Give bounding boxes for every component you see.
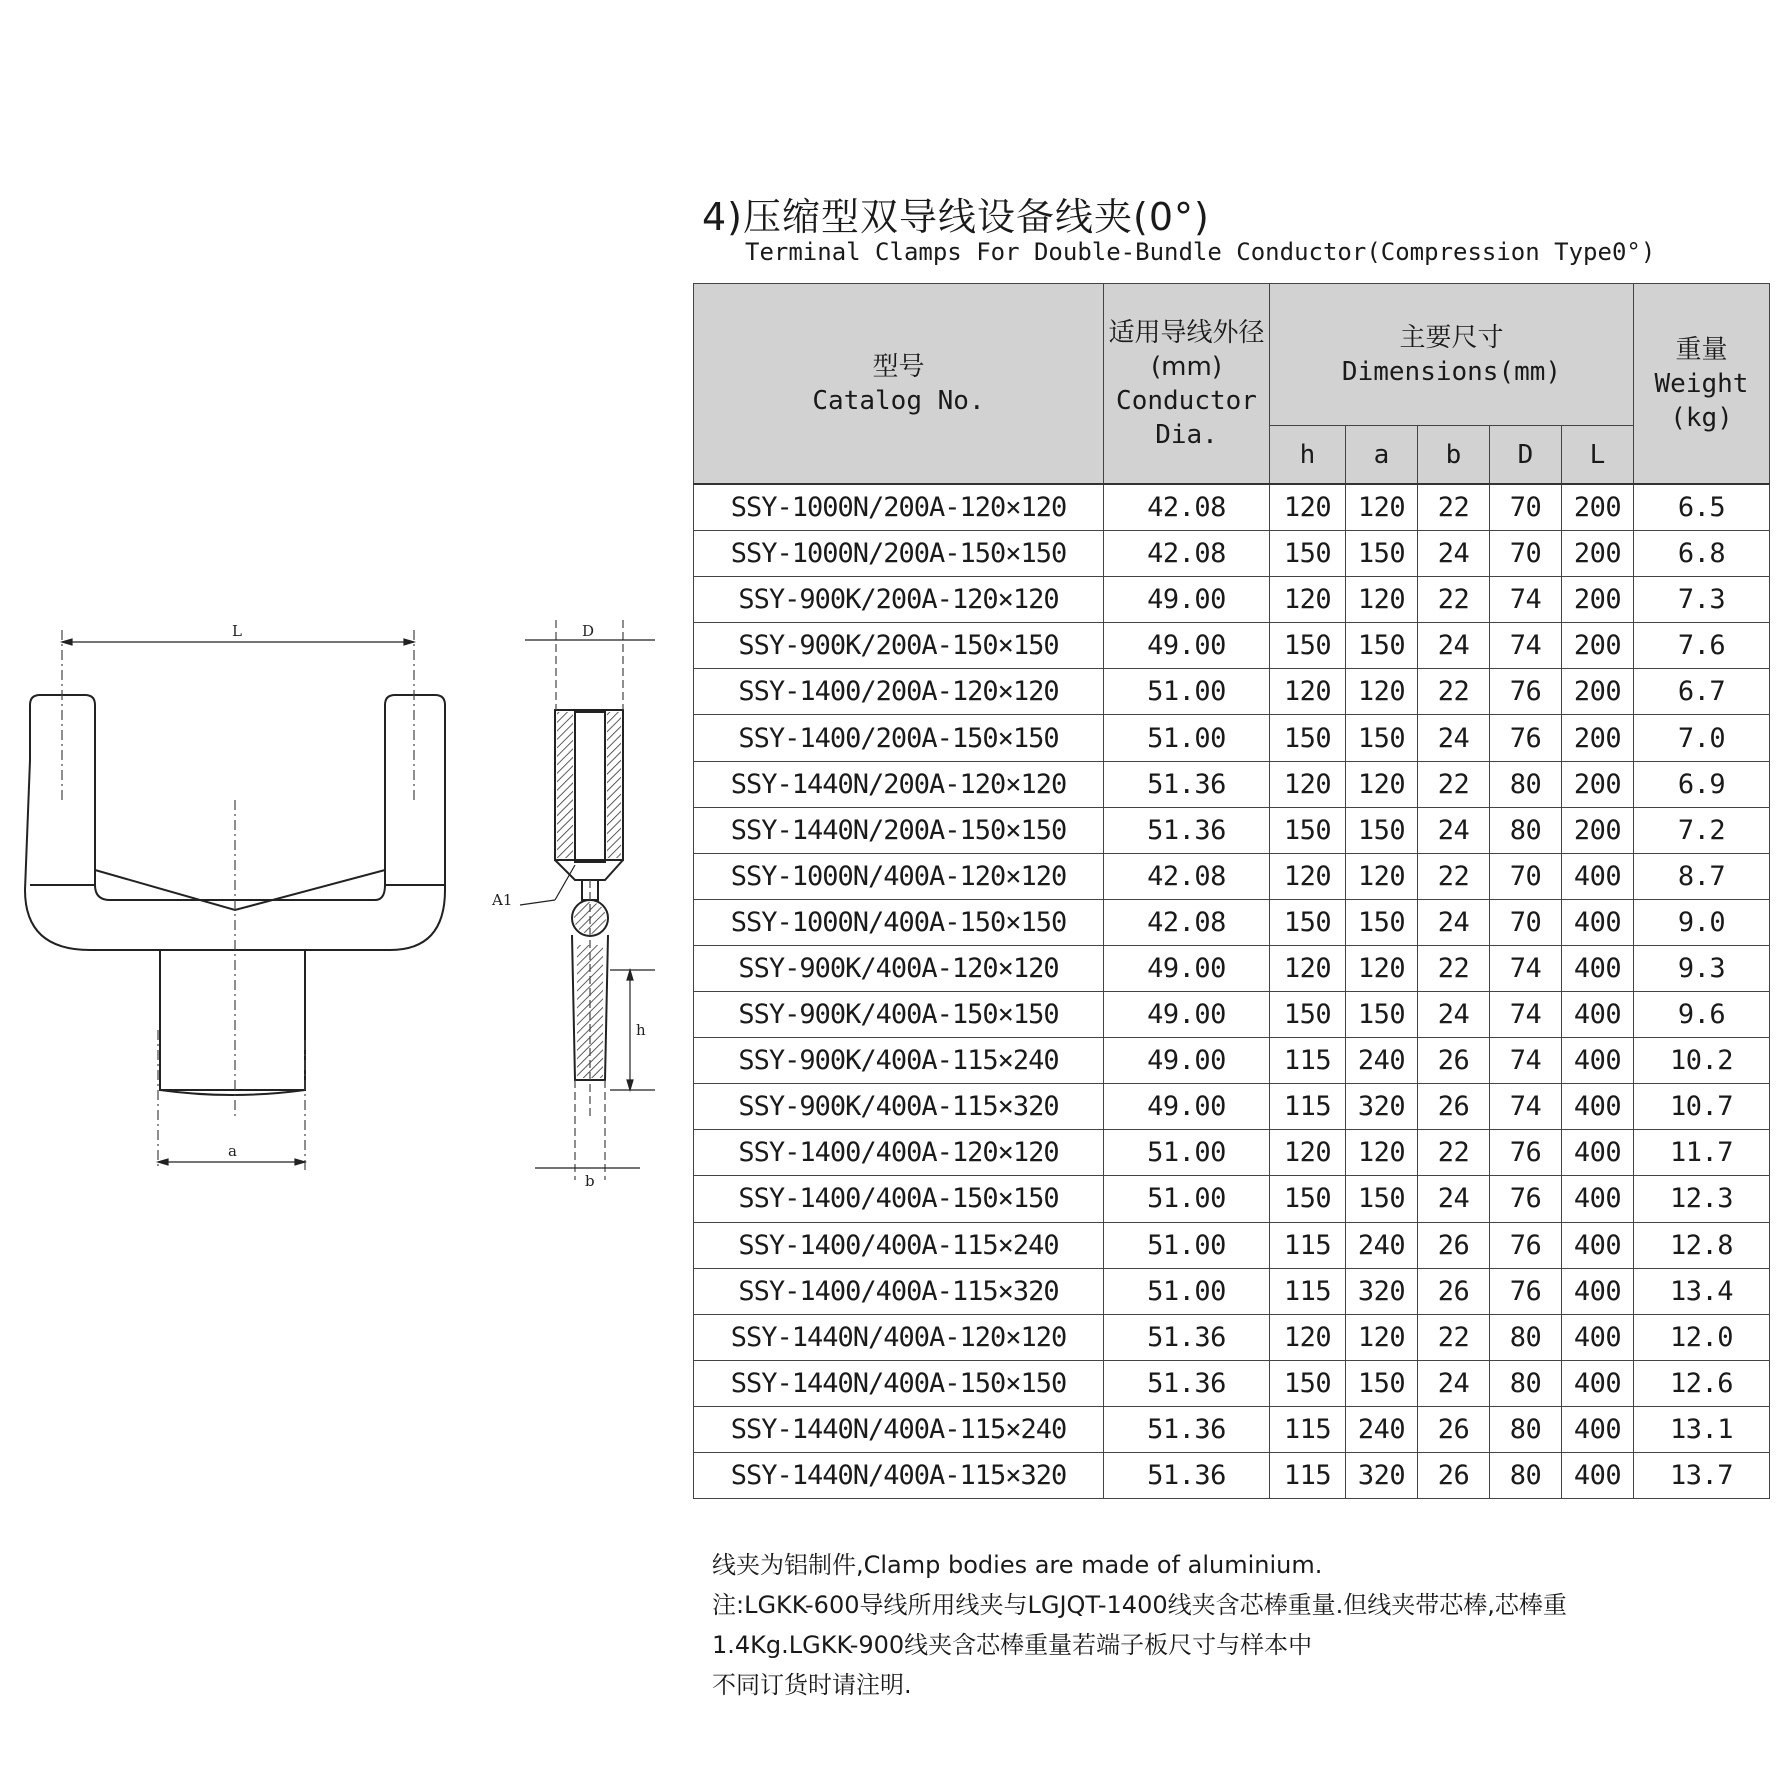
header-dimensions [1270,284,1634,426]
value-cell: 9.6 [1634,992,1770,1038]
catalog-cell: SSY-900K/400A-150×150 [694,992,1104,1038]
value-cell: 400 [1562,1222,1634,1268]
value-cell: 240 [1346,1406,1418,1452]
value-cell: 320 [1346,1084,1418,1130]
value-cell: 22 [1418,484,1490,531]
value-cell: 49.00 [1104,992,1270,1038]
value-cell: 120 [1346,853,1418,899]
value-cell: 115 [1270,1268,1346,1314]
value-cell: 150 [1270,531,1346,577]
value-cell: 80 [1490,1360,1562,1406]
value-cell: 120 [1346,1314,1418,1360]
value-cell: 51.36 [1104,1360,1270,1406]
value-cell: 26 [1418,1038,1490,1084]
value-cell: 24 [1418,1360,1490,1406]
value-cell: 74 [1490,1084,1562,1130]
header-catalog-line: Catalog No. [812,385,985,416]
value-cell: 120 [1346,669,1418,715]
catalog-cell: SSY-1400/400A-150×150 [694,1176,1104,1222]
catalog-cell: SSY-900K/400A-115×320 [694,1084,1104,1130]
value-cell: 400 [1562,899,1634,945]
dim-label-L: L [232,622,242,640]
value-cell: 120 [1346,761,1418,807]
value-cell: 76 [1490,1130,1562,1176]
value-cell: 150 [1346,992,1418,1038]
value-cell: 6.9 [1634,761,1770,807]
value-cell: 49.00 [1104,1084,1270,1130]
value-cell: 51.00 [1104,715,1270,761]
header-dim-4: L [1562,426,1634,485]
value-cell: 76 [1490,715,1562,761]
table-row [694,1314,1770,1360]
table-row [694,715,1770,761]
value-cell: 120 [1270,577,1346,623]
header-dim-3: D [1490,426,1562,485]
value-cell: 200 [1562,484,1634,531]
dim-label-D: D [582,622,595,640]
terminal-pad [160,950,305,1090]
value-cell: 24 [1418,531,1490,577]
table-row [694,1038,1770,1084]
header-conductor [1104,284,1270,485]
value-cell: 240 [1346,1222,1418,1268]
value-cell: 400 [1562,1360,1634,1406]
note-line: 线夹为铝制件,Clamp bodies are made of aluminium. [712,1551,1323,1579]
value-cell: 200 [1562,669,1634,715]
value-cell: 24 [1418,623,1490,669]
value-cell: 150 [1270,992,1346,1038]
value-cell: 13.7 [1634,1452,1770,1498]
header-dimensions-line: 主要尺寸 [1399,322,1504,353]
value-cell: 150 [1270,623,1346,669]
value-cell: 115 [1270,1038,1346,1084]
value-cell: 12.8 [1634,1222,1770,1268]
value-cell: 24 [1418,715,1490,761]
value-cell: 80 [1490,1314,1562,1360]
value-cell: 120 [1270,1130,1346,1176]
value-cell: 120 [1270,853,1346,899]
catalog-cell: SSY-900K/400A-120×120 [694,945,1104,991]
value-cell: 150 [1346,531,1418,577]
value-cell: 51.36 [1104,807,1270,853]
value-cell: 120 [1270,1314,1346,1360]
table-row [694,899,1770,945]
catalog-cell: SSY-1000N/200A-120×120 [694,484,1104,531]
value-cell: 400 [1562,945,1634,991]
value-cell: 115 [1270,1222,1346,1268]
value-cell: 26 [1418,1222,1490,1268]
table-row [694,1268,1770,1314]
value-cell: 120 [1346,577,1418,623]
header-dimensions-line: Dimensions(mm) [1341,356,1562,387]
value-cell: 42.08 [1104,853,1270,899]
catalog-cell: SSY-1400/400A-120×120 [694,1130,1104,1176]
header-dim-1: a [1346,426,1418,485]
value-cell: 120 [1270,761,1346,807]
value-cell: 320 [1346,1452,1418,1498]
header-weight-line: 重量 [1675,334,1728,365]
value-cell: 22 [1418,1130,1490,1176]
value-cell: 150 [1270,1360,1346,1406]
value-cell: 120 [1270,945,1346,991]
value-cell: 76 [1490,1222,1562,1268]
table-row [694,1176,1770,1222]
value-cell: 76 [1490,1268,1562,1314]
value-cell: 76 [1490,669,1562,715]
value-cell: 80 [1490,807,1562,853]
value-cell: 13.4 [1634,1268,1770,1314]
value-cell: 200 [1562,807,1634,853]
catalog-cell: SSY-1440N/200A-150×150 [694,807,1104,853]
value-cell: 200 [1562,761,1634,807]
value-cell: 42.08 [1104,484,1270,531]
value-cell: 51.00 [1104,1268,1270,1314]
value-cell: 70 [1490,531,1562,577]
value-cell: 26 [1418,1452,1490,1498]
value-cell: 24 [1418,992,1490,1038]
catalog-cell: SSY-1440N/400A-120×120 [694,1314,1104,1360]
value-cell: 400 [1562,1038,1634,1084]
header-dim-2: b [1418,426,1490,485]
value-cell: 13.1 [1634,1406,1770,1452]
dim-label-h: h [636,1021,646,1039]
value-cell: 115 [1270,1406,1346,1452]
table-row [694,669,1770,715]
page-title: 4)压缩型双导线设备线夹(0°) [702,195,1210,239]
value-cell: 150 [1270,899,1346,945]
value-cell: 400 [1562,1176,1634,1222]
table-row [694,807,1770,853]
value-cell: 7.0 [1634,715,1770,761]
value-cell: 12.6 [1634,1360,1770,1406]
table-row [694,761,1770,807]
dim-label-b: b [585,1172,595,1190]
header-weight [1634,284,1770,485]
value-cell: 240 [1346,1038,1418,1084]
value-cell: 120 [1346,945,1418,991]
value-cell: 49.00 [1104,577,1270,623]
value-cell: 6.5 [1634,484,1770,531]
value-cell: 74 [1490,623,1562,669]
notes [712,1545,1772,1705]
value-cell: 200 [1562,623,1634,669]
value-cell: 7.2 [1634,807,1770,853]
value-cell: 22 [1418,577,1490,623]
value-cell: 8.7 [1634,853,1770,899]
table-row [694,531,1770,577]
value-cell: 26 [1418,1084,1490,1130]
catalog-cell: SSY-1000N/200A-150×150 [694,531,1104,577]
catalog-cell: SSY-1400/200A-150×150 [694,715,1104,761]
value-cell: 150 [1346,623,1418,669]
page-subtitle: Terminal Clamps For Double-Bundle Conductor(Compression Type0°) [745,238,1656,266]
value-cell: 150 [1346,1176,1418,1222]
table-row [694,1452,1770,1498]
value-cell: 7.6 [1634,623,1770,669]
dim-label-A1: A1 [492,891,513,909]
value-cell: 9.3 [1634,945,1770,991]
value-cell: 120 [1346,484,1418,531]
header-dim-0: h [1270,426,1346,485]
value-cell: 80 [1490,1406,1562,1452]
value-cell: 49.00 [1104,623,1270,669]
table-row [694,484,1770,531]
table-row [694,1130,1770,1176]
value-cell: 120 [1346,1130,1418,1176]
value-cell: 200 [1562,531,1634,577]
table-row [694,853,1770,899]
value-cell: 51.00 [1104,1176,1270,1222]
value-cell: 400 [1562,1268,1634,1314]
header-weight-line: Weight (kg) [1654,368,1749,433]
value-cell: 400 [1562,1130,1634,1176]
value-cell: 400 [1562,1406,1634,1452]
value-cell: 320 [1346,1268,1418,1314]
catalog-cell: SSY-1400/200A-120×120 [694,669,1104,715]
value-cell: 6.8 [1634,531,1770,577]
note-line: 1.4Kg.LGKK-900线夹含芯棒重量若端子板尺寸与样本中 [712,1631,1313,1659]
value-cell: 400 [1562,853,1634,899]
value-cell: 150 [1270,1176,1346,1222]
note-line: 不同订货时请注明. [712,1671,912,1699]
value-cell: 22 [1418,761,1490,807]
value-cell: 10.7 [1634,1084,1770,1130]
table-row [694,1222,1770,1268]
catalog-cell: SSY-1440N/400A-150×150 [694,1360,1104,1406]
value-cell: 76 [1490,1176,1562,1222]
dim-label-a: a [228,1142,237,1160]
value-cell: 42.08 [1104,531,1270,577]
value-cell: 26 [1418,1268,1490,1314]
note-line: 注:LGKK-600导线所用线夹与LGJQT-1400线夹含芯棒重量.但线夹带芯棒,芯棒重 [712,1591,1567,1619]
value-cell: 49.00 [1104,945,1270,991]
value-cell: 74 [1490,992,1562,1038]
value-cell: 10.2 [1634,1038,1770,1084]
value-cell: 150 [1346,899,1418,945]
header-catalog [694,284,1104,485]
value-cell: 22 [1418,853,1490,899]
value-cell: 22 [1418,669,1490,715]
catalog-cell: SSY-900K/200A-120×120 [694,577,1104,623]
value-cell: 22 [1418,945,1490,991]
table-row [694,992,1770,1038]
value-cell: 51.36 [1104,761,1270,807]
catalog-cell: SSY-1000N/400A-120×120 [694,853,1104,899]
value-cell: 70 [1490,484,1562,531]
value-cell: 150 [1346,807,1418,853]
catalog-cell: SSY-1440N/400A-115×320 [694,1452,1104,1498]
value-cell: 200 [1562,577,1634,623]
value-cell: 70 [1490,853,1562,899]
table-row [694,577,1770,623]
value-cell: 42.08 [1104,899,1270,945]
catalog-cell: SSY-1400/400A-115×240 [694,1222,1104,1268]
catalog-cell: SSY-900K/400A-115×240 [694,1038,1104,1084]
value-cell: 400 [1562,1084,1634,1130]
value-cell: 12.0 [1634,1314,1770,1360]
value-cell: 51.00 [1104,1130,1270,1176]
catalog-cell: SSY-1400/400A-115×320 [694,1268,1104,1314]
catalog-cell: SSY-900K/200A-150×150 [694,623,1104,669]
value-cell: 74 [1490,577,1562,623]
spec-table [693,283,1765,1499]
value-cell: 115 [1270,1084,1346,1130]
clamp-drawing [0,600,680,1200]
spec-table-grid [693,283,1770,1499]
value-cell: 115 [1270,1452,1346,1498]
value-cell: 400 [1562,1314,1634,1360]
value-cell: 150 [1346,715,1418,761]
value-cell: 26 [1418,1406,1490,1452]
value-cell: 400 [1562,992,1634,1038]
header-conductor-line: 适用导线外径(mm) [1108,317,1265,382]
value-cell: 7.3 [1634,577,1770,623]
value-cell: 51.00 [1104,669,1270,715]
header-catalog-line: 型号 [872,351,925,382]
value-cell: 150 [1270,715,1346,761]
value-cell: 24 [1418,899,1490,945]
value-cell: 51.00 [1104,1222,1270,1268]
catalog-cell: SSY-1000N/400A-150×150 [694,899,1104,945]
header-conductor-line: Conductor Dia. [1116,385,1257,450]
value-cell: 11.7 [1634,1130,1770,1176]
value-cell: 74 [1490,945,1562,991]
value-cell: 6.7 [1634,669,1770,715]
value-cell: 9.0 [1634,899,1770,945]
value-cell: 150 [1270,807,1346,853]
value-cell: 24 [1418,807,1490,853]
value-cell: 120 [1270,669,1346,715]
table-row [694,1360,1770,1406]
table-row [694,945,1770,991]
value-cell: 51.36 [1104,1406,1270,1452]
value-cell: 74 [1490,1038,1562,1084]
value-cell: 400 [1562,1452,1634,1498]
value-cell: 70 [1490,899,1562,945]
value-cell: 22 [1418,1314,1490,1360]
value-cell: 80 [1490,1452,1562,1498]
value-cell: 24 [1418,1176,1490,1222]
value-cell: 12.3 [1634,1176,1770,1222]
value-cell: 51.36 [1104,1452,1270,1498]
table-row [694,623,1770,669]
value-cell: 51.36 [1104,1314,1270,1360]
value-cell: 49.00 [1104,1038,1270,1084]
value-cell: 200 [1562,715,1634,761]
value-cell: 120 [1270,484,1346,531]
catalog-cell: SSY-1440N/200A-120×120 [694,761,1104,807]
value-cell: 80 [1490,761,1562,807]
catalog-cell: SSY-1440N/400A-115×240 [694,1406,1104,1452]
value-cell: 150 [1346,1360,1418,1406]
table-row [694,1406,1770,1452]
table-row [694,1084,1770,1130]
